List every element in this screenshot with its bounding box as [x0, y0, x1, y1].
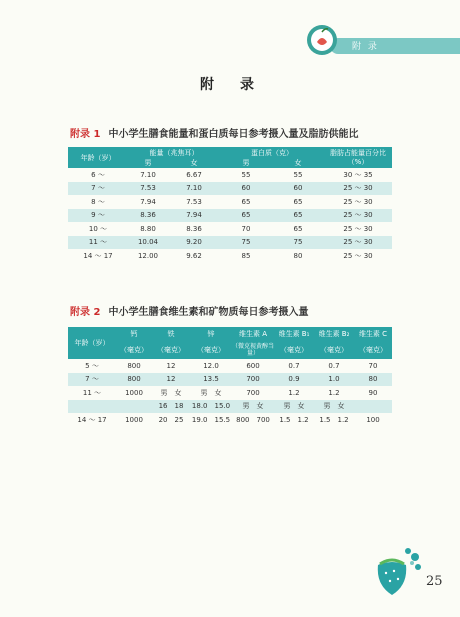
cell: 8 ～	[68, 195, 128, 209]
table-row	[68, 359, 392, 373]
col-vitamin-c: 维生素 C	[354, 327, 392, 341]
cell: 1.0	[314, 373, 354, 387]
cell: 25 ～ 30	[324, 222, 392, 236]
table-row	[68, 386, 392, 400]
table2-caption	[70, 303, 308, 318]
table2-caption-text: 中小学生膳食维生素和矿物质每日参考摄入量	[108, 307, 309, 318]
cell: 1.5 1.2	[274, 413, 314, 427]
cell: 20 25	[152, 413, 190, 427]
col-energy: 能量（兆焦耳）	[128, 147, 220, 158]
unit-iron: （毫克）	[152, 341, 190, 359]
cell: 7 ～	[68, 373, 116, 387]
cell: 0.7	[314, 359, 354, 373]
cell: 100	[354, 413, 392, 427]
cell: 65	[272, 222, 324, 236]
cell: 13.5	[190, 373, 232, 387]
cell: 10 ～	[68, 222, 128, 236]
cell: 0.7	[274, 359, 314, 373]
cell: 55	[220, 168, 272, 182]
table-row	[68, 373, 392, 387]
cell: 7.10	[128, 168, 168, 182]
cell: 90	[354, 386, 392, 400]
cell: 1.2	[274, 386, 314, 400]
cell: 85	[220, 249, 272, 263]
cell: 11 ～	[68, 386, 116, 400]
col-energy-female: 女	[168, 158, 220, 168]
col-iron: 铁	[152, 327, 190, 341]
cell: 18.0 15.0	[190, 400, 232, 414]
cell: 7.94	[128, 195, 168, 209]
table-row	[68, 249, 392, 263]
cell: 800 700	[232, 413, 274, 427]
apple-logo-icon	[305, 22, 339, 56]
col-age: 年龄（岁）	[68, 147, 128, 168]
unit-vitamin-b1: （毫克）	[274, 341, 314, 359]
cell: 12	[152, 373, 190, 387]
cell: 8.80	[128, 222, 168, 236]
col-vitamin-a: 维生素 A	[232, 327, 274, 341]
section-tag-label: 附 录	[352, 42, 379, 52]
cell: 65	[272, 195, 324, 209]
cell: 65	[272, 209, 324, 223]
cell: 1000	[116, 413, 152, 427]
table-row	[68, 400, 392, 414]
cell: 700	[232, 386, 274, 400]
cell: 70	[354, 359, 392, 373]
cell: 60	[272, 182, 324, 196]
col-vitamin-b1: 维生素 B₁	[274, 327, 314, 341]
cell: 5 ～	[68, 359, 116, 373]
cell: 7.53	[168, 195, 220, 209]
cell: 1.2	[314, 386, 354, 400]
cell: 12	[152, 359, 190, 373]
cell: 9 ～	[68, 209, 128, 223]
cell: 11 ～	[68, 236, 128, 250]
energy-protein-table	[68, 147, 392, 263]
unit-vitamin-b2: （毫克）	[314, 341, 354, 359]
table1-caption-text: 中小学生膳食能量和蛋白质每日参考摄入量及脂肪供能比	[108, 129, 359, 140]
cell: 16 18	[152, 400, 190, 414]
unit-zinc: （毫克）	[190, 341, 232, 359]
col-fat: 脂肪占能量百分比（%）	[324, 147, 392, 168]
cell: 25 ～ 30	[324, 236, 392, 250]
cell: 800	[116, 359, 152, 373]
cell	[354, 400, 392, 414]
col-calcium: 钙	[116, 327, 152, 341]
cell: 7 ～	[68, 182, 128, 196]
cell: 75	[272, 236, 324, 250]
cell: 65	[220, 195, 272, 209]
section-tag	[330, 38, 460, 54]
table-row	[68, 413, 392, 427]
col-age: 年龄（岁）	[68, 327, 116, 359]
cell: 1.5 1.2	[314, 413, 354, 427]
cell: 25 ～ 30	[324, 195, 392, 209]
col-energy-male: 男	[128, 158, 168, 168]
cell	[116, 400, 152, 414]
cell: 800	[116, 373, 152, 387]
cell: 1000	[116, 386, 152, 400]
cell: 10.04	[128, 236, 168, 250]
table-row	[68, 195, 392, 209]
unit-calcium: （毫克）	[116, 341, 152, 359]
cell: 75	[220, 236, 272, 250]
cell: 65	[220, 209, 272, 223]
cell: 男 女	[190, 386, 232, 400]
cell: 男 女	[232, 400, 274, 414]
table1-caption	[70, 125, 358, 140]
vitamin-mineral-table	[68, 327, 392, 427]
cell: 男 女	[314, 400, 354, 414]
page-title: 附 录	[200, 77, 260, 93]
cell: 700	[232, 373, 274, 387]
cell: 19.0 15.5	[190, 413, 232, 427]
cell: 80	[272, 249, 324, 263]
unit-vitamin-a: （微克视黄醇当量）	[232, 343, 275, 357]
cell: 30 ～ 35	[324, 168, 392, 182]
cell: 600	[232, 359, 274, 373]
cell: 9.20	[168, 236, 220, 250]
cell: 8.36	[128, 209, 168, 223]
table-row	[68, 209, 392, 223]
strawberry-icon	[368, 545, 424, 599]
col-zinc: 锌	[190, 327, 232, 341]
cell: 14 ～ 17	[68, 413, 116, 427]
cell: 0.9	[274, 373, 314, 387]
col-vitamin-b2: 维生素 B₂	[314, 327, 354, 341]
cell: 25 ～ 30	[324, 182, 392, 196]
cell: 男 女	[274, 400, 314, 414]
cell: 12.00	[128, 249, 168, 263]
cell: 14 ～ 17	[68, 249, 128, 263]
cell: 70	[220, 222, 272, 236]
table1-caption-number: 附录 1	[70, 129, 101, 140]
cell: 80	[354, 373, 392, 387]
unit-vitamin-c: （毫克）	[354, 341, 392, 359]
table-row	[68, 222, 392, 236]
col-protein-male: 男	[220, 158, 272, 168]
cell: 7.94	[168, 209, 220, 223]
cell: 男 女	[152, 386, 190, 400]
col-protein-female: 女	[272, 158, 324, 168]
cell	[68, 400, 116, 414]
table-row	[68, 236, 392, 250]
cell: 25 ～ 30	[324, 249, 392, 263]
cell: 12.0	[190, 359, 232, 373]
cell: 9.62	[168, 249, 220, 263]
cell: 6 ～	[68, 168, 128, 182]
cell: 7.53	[128, 182, 168, 196]
cell: 60	[220, 182, 272, 196]
cell: 8.36	[168, 222, 220, 236]
table-row	[68, 182, 392, 196]
page-number: 25	[426, 574, 443, 589]
table2-caption-number: 附录 2	[70, 307, 101, 318]
cell: 55	[272, 168, 324, 182]
cell: 7.10	[168, 182, 220, 196]
cell: 25 ～ 30	[324, 209, 392, 223]
cell: 6.67	[168, 168, 220, 182]
col-protein: 蛋白质（克）	[220, 147, 324, 158]
table-row	[68, 168, 392, 182]
